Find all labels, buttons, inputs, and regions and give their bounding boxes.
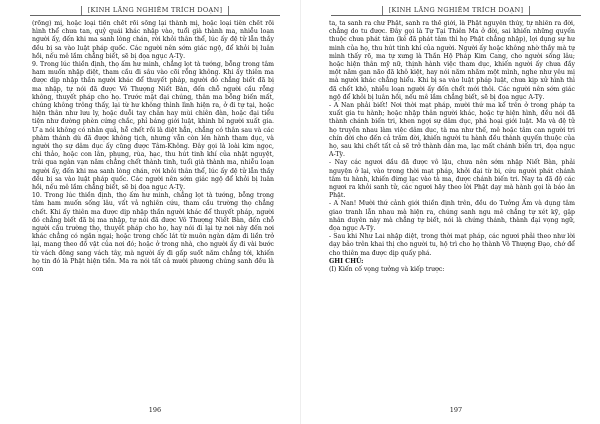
right-page bbox=[300, 0, 600, 424]
page-number-right: 197 bbox=[449, 406, 463, 414]
note-item: (I) Kiến cố vọng tưởng và kiếp trược: bbox=[329, 266, 445, 274]
paragraph: (rồng) mị, hoặc loại tiền chết rồi sống lại thành mị, hoặc loại tiên chết rồi hình thể chưa tan, quỷ quái khác nhập vào, tuổi già thành ma, nhiễu loạn người ấy, đến khi ma sanh lòng chán, rời khỏi thân thể, lúc ấy đệ tử lẫn thầy đều bị sa vào luật pháp quốc. Các người nên sớm giác ngộ, để khỏi bị luân hồi, nếu mê lầm chẳng biết, sẽ bị đọa ngục A-Tỳ. bbox=[32, 20, 274, 60]
running-header-right bbox=[331, 4, 581, 16]
paragraph: - A Nan phải biết! Nơi thời mạt pháp, mười thứ ma kể trên ở trong pháp ta xuất gia tu hành; hoặc nhập thân người khác, hoặc tự hiện hình, đều nói đã thành chánh biến tri, khen ngợi sự dâm dục, phá hoại giới luật. Ma và đệ tử họ truyền nhau làm việc dâm dục, tà ma như thế, mê hoặc tâm can người tri chín đời cho đến cả trăm đời, khiến người tu hành đều thành quyến thuộc của họ, sau khi chết tất cả sẽ trở thành dân ma, lạc mất chánh biến tri, đọa ngục A-Tỳ. bbox=[329, 102, 575, 159]
paragraph: 9. Trong lúc thiền định, thọ ấm hư minh, chẳng lọt tà tướng, bỗng trong tâm ham muốn nhập diệt, tham cầu đi sâu vào cõi rỗng không. Khi ấy thiên ma được dịp nhập thần người khác để thuyết pháp, người đó chẳng biết đã bị ma nhập, tự nói đã được Vô Thượng Niết Bàn, đến chỗ người cầu rỗng không, thuyết pháp cho họ. Trước mặt đại chúng, thân ma bỗng biến mất, chúng không trông thấy, lại từ hư không thình lình hiện ra, ở đi tự tại, hoặc hiện thân như lưu ly, hoặc duỗi tay chân hay mùi chiên đàn, hoặc đại tiểu tiện như đường phèn cứng chắc, phỉ báng giới luật, khinh bỉ người xuất gia. Ư a nói không có nhân quả, hễ chết rồi là diệt hẳn, chẳng có thân sau và các phàm thánh dù đã được không tịch, nhưng vẫn còn lén hành tham dục, và người thọ sự dâm dục ấy cũng được Tâm-Không. Đây gọi là loài kim ngọc, chi thảo, hoặc con lân, phụng, rùa, hạc, thu hút tinh khí của nhật nguyệt, trải qua ngàn vạn năm chẳng chết thành tinh, tuổi già thành ma, nhiễu loạn người ấy, đến khi ma sanh lòng chán, rời khỏi thân thể, lúc ấy đệ tử lẫn thầy đều bị sa vào luật pháp quốc. Các người nên sớm giác ngộ để khỏi bị luân hồi, nếu mê lầm chẳng biết, sẽ bị đọa ngục A-Tỳ. bbox=[32, 61, 274, 192]
paragraph: 10. Trong lúc thiền định, thọ ấm hư minh, chẳng lọt tà tướng, bỗng trong tâm ham muốn sống lâu, vất vả nghiên cứu, tham cầu trường thọ chẳng chết. Khi ấy thiên ma được dịp nhập thần người khác để thuyết pháp, người đó chẳng biết đã bị ma nhập, tự nói đã được Vô Thượng Niết Bàn, đến chỗ người cầu trường thọ, thuyết pháp cho họ, hay nói đi lại tự nơi này đến nơi khác chẳng có ngăn ngại; hoặc trong chốc lát từ muôn ngàn dặm đi liền trở lại, mang theo đồ vật của nơi đó; hoặc ở trong nhà, cho người ấy đi vài bước từ vách đông sang vách tây, mà người ấy đi gấp suốt năm chẳng tới, khiến họ tin đó là Phật hiện tiền. Ma ra nói tất cả mười phương chúng sanh đều là con bbox=[32, 192, 274, 274]
header-title-left: [KINH LĂNG NGHIÊM TRÍCH DOẠN] bbox=[81, 6, 230, 15]
right-page-body bbox=[329, 20, 575, 400]
left-page-body bbox=[32, 20, 274, 400]
page-number-left: 196 bbox=[148, 406, 162, 414]
paragraph: - Nay các ngươi dầu đã được vô lậu, chưa nên sớm nhập Niết Bàn, phải nguyện ở lại, vào trong thời mạt pháp, khởi đại từ bi, cứu người phát chánh tâm tu hành, khiến đừng lạc vào tà ma, được chánh biến tri. Nay ta đã độ các ngươi ra khỏi sanh tử, các ngươi hãy theo lời Phật dạy mà hành gọi là báo ân Phật. bbox=[329, 159, 575, 200]
paragraph: - A Nan! Mười thứ cảnh giới thiền định trên, đều do Tưởng Ấm và dụng tâm giao tranh lẫn nhau mà hiện ra, chúng sanh ngu mê chẳng tự xét kỹ, gặp nhân duyên này mà chẳng tự biết, nói là chứng thánh, thành đại vọng ngữ, đọa ngục A-Tỳ. bbox=[329, 200, 575, 233]
header-title-right: [KINH LĂNG NGHIÊM TRÍCH DOẠN] bbox=[382, 6, 531, 15]
paragraph: ta, ta sanh ra chư Phật, sanh ra thế giới, là Phật nguyên thủy, tự nhiên ra đời, chẳng do tu được. Đây gọi là Tự Tại Thiên Ma ở đời, sai khiến những quyến thuộc chưa phát tâm (kẻ đã phát tâm thì họ Phật chẳng nhập), lợi dụng sự hư minh của họ, thu hút tinh khí của người. Người ấy hoặc không nhờ thầy mà tự mình thấy rõ, ma tự xưng là Thần Hộ Pháp Kim Cang, cho người sống lâu; hoặc hiện thân mỹ nữ, thịnh hành việc tham dục, khiến người ấy chưa đầy một năm gan não đã khô kiệt, hay nói năm nhăm một mình, nghe như yêu mị mà người khác chẳng hiểu. Khi bị sa vào luật pháp luật, chưa kịp xử hình thì đã chết khô, nhiễu loạn người ấy đến chết mới thôi. Các người nên sớm giác ngộ để khỏi bị luân hồi, nếu mê lầm chẳng biết, sẽ bị đọa ngục A-Tỳ. bbox=[329, 20, 575, 101]
notes-heading: GHI CHÚ: bbox=[329, 257, 364, 265]
running-header-left bbox=[30, 4, 280, 16]
paragraph: - Sau khi Như Lai nhập diệt, trong thời mạt pháp, các ngươi phải theo như lời dạy bảo trên khai thị cho người tu, hộ trì cho họ thành Vô Thượng Đạo, chớ để cho thiên ma được dịp quấy phá. bbox=[329, 233, 575, 257]
